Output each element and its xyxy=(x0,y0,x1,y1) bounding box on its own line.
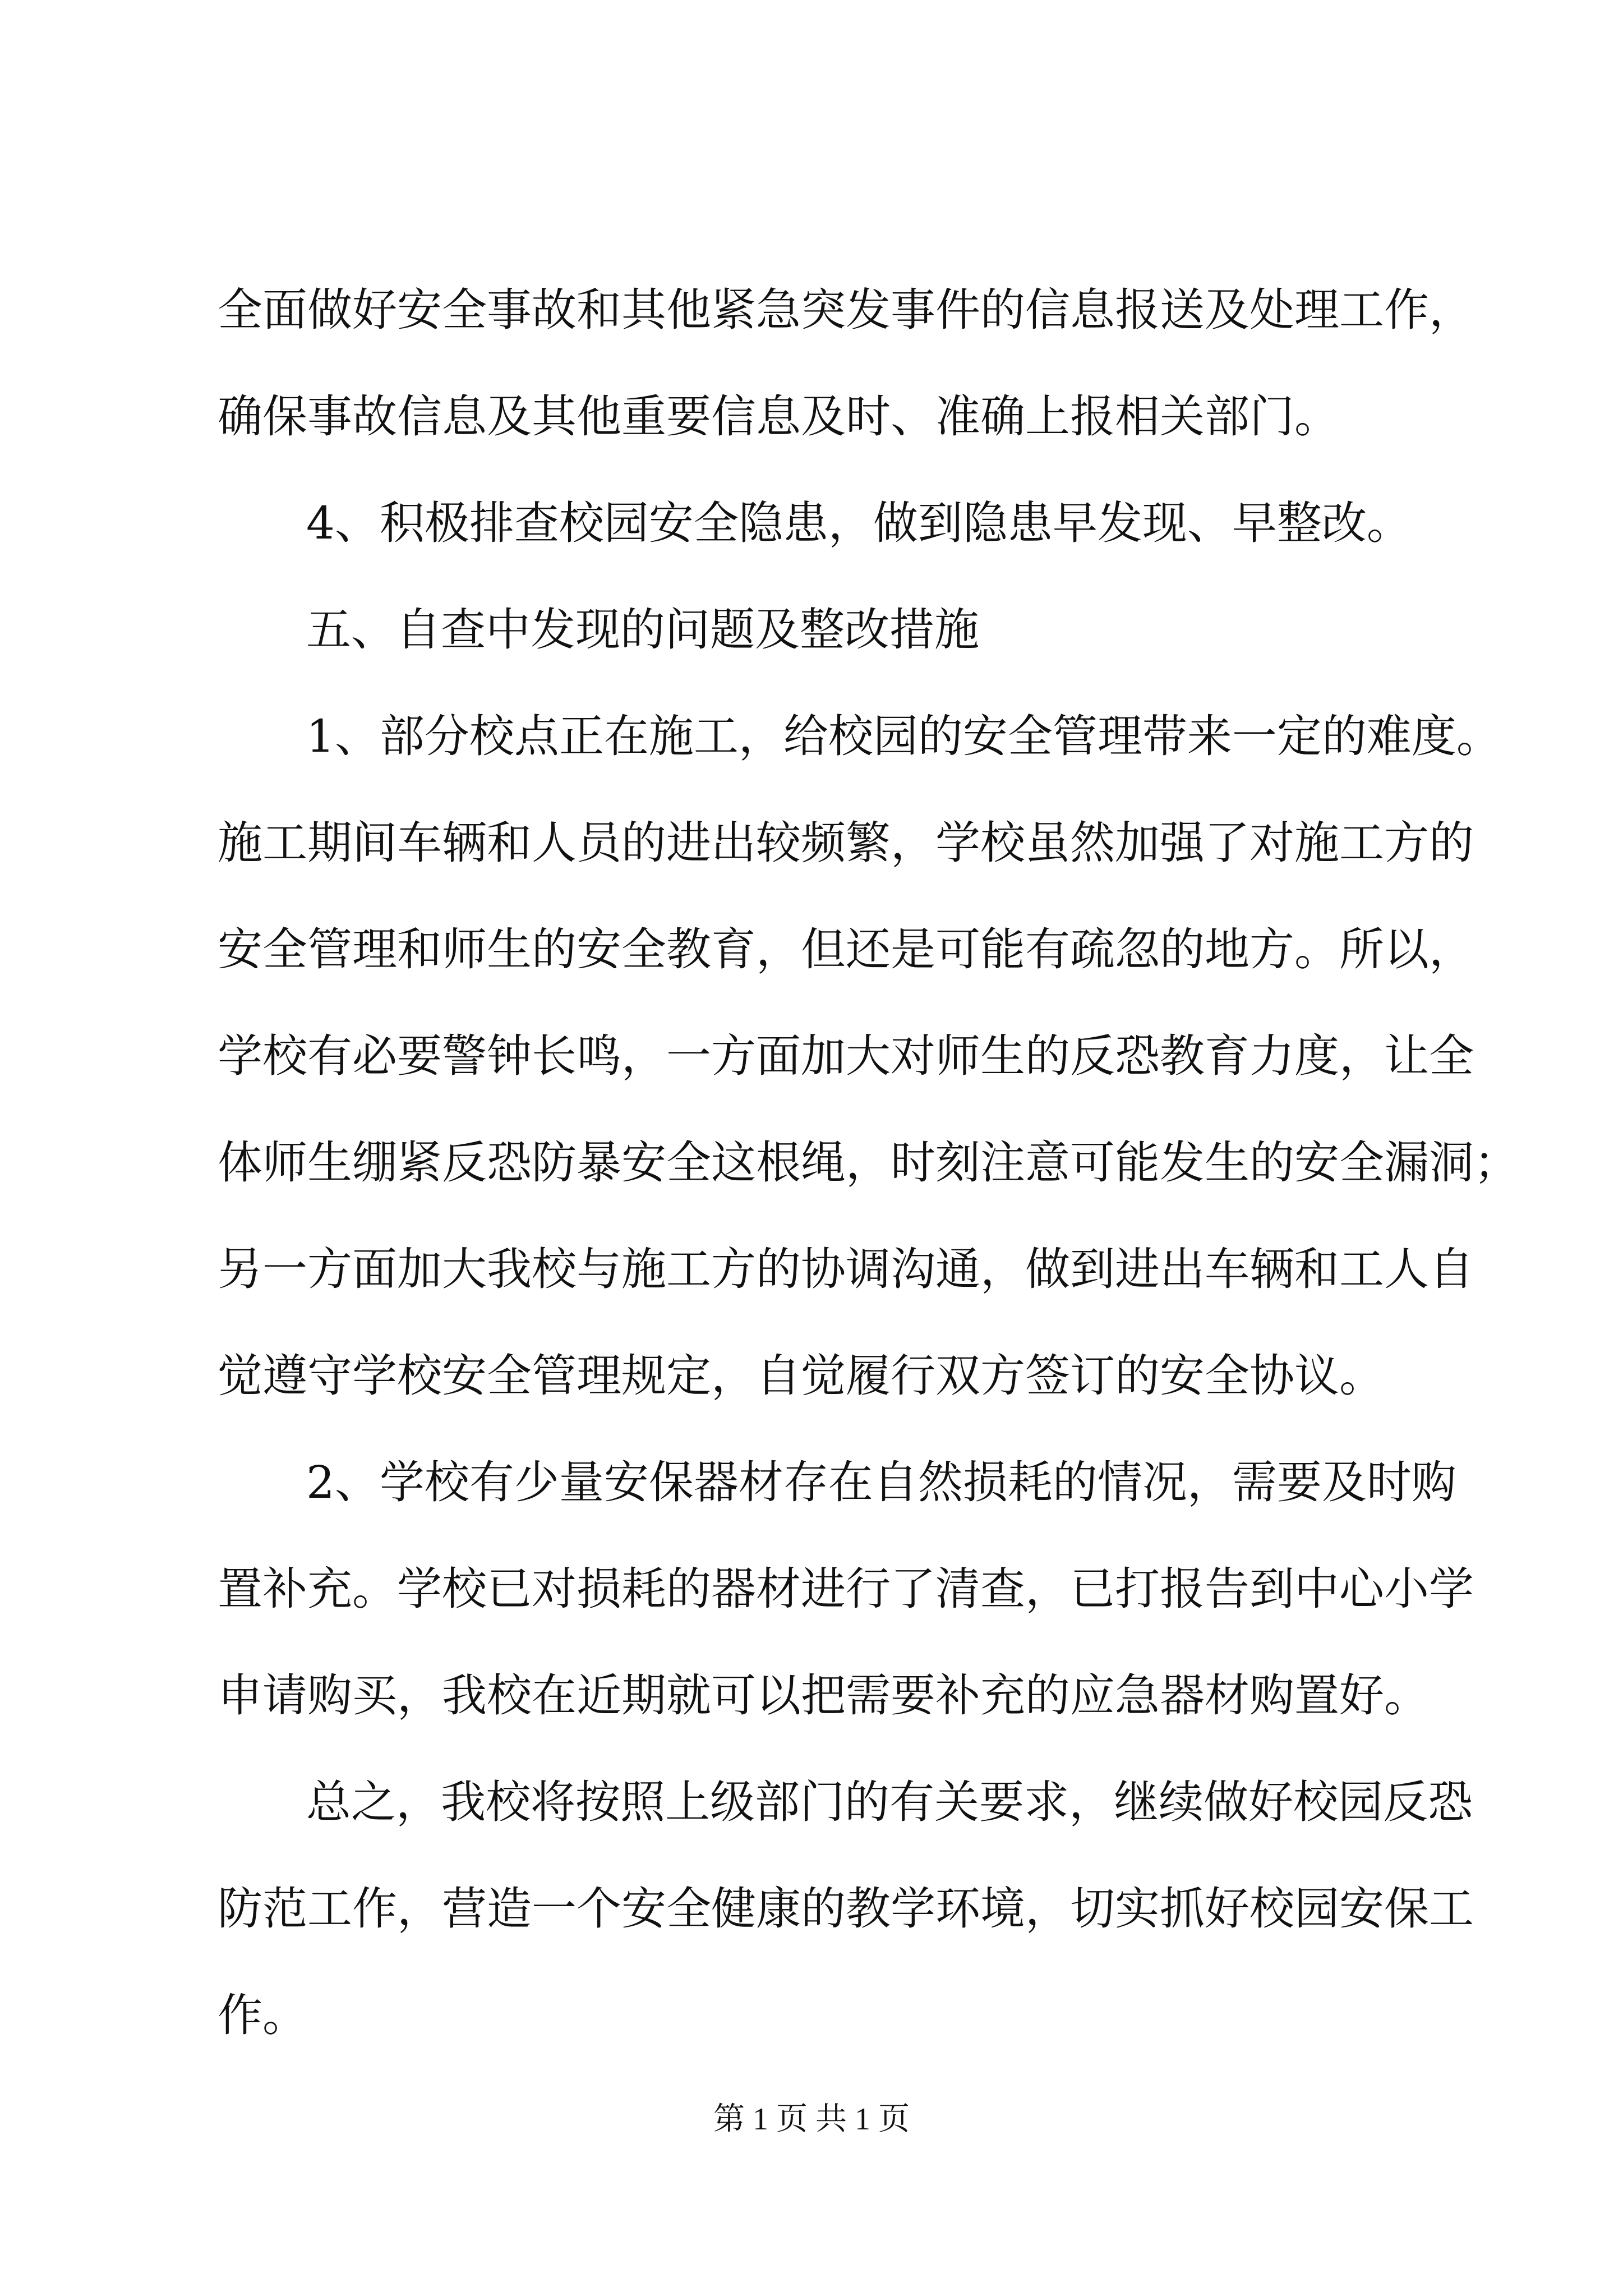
text-line: 防范工作，营造一个安全健康的教学环境，切实抓好校园安保工 xyxy=(218,1883,1474,1935)
text-line: 置补充。学校已对损耗的器材进行了清查，已打报告到中心小学 xyxy=(218,1563,1474,1615)
section-heading: 五、自查中发现的问题及整改措施 xyxy=(306,604,979,656)
text-line: 作。 xyxy=(218,1989,307,2041)
text-line: 总之，我校将按照上级部门的有关要求，继续做好校园反恐 xyxy=(306,1776,1473,1828)
text-line: 4、积极排查校园安全隐患，做到隐患早发现、早整改。 xyxy=(306,497,1412,549)
text-line: 确保事故信息及其他重要信息及时、准确上报相关部门。 xyxy=(218,390,1339,443)
text-line: 体师生绷紧反恐防暴安全这根绳，时刻注意可能发生的安全漏洞； xyxy=(218,1137,1519,1189)
text-line: 另一方面加大我校与施工方的协调沟通，做到进出车辆和工人自 xyxy=(218,1243,1474,1295)
text-line: 安全管理和师生的安全教育，但还是可能有疏忽的地方。所以， xyxy=(218,923,1474,976)
text-line: 觉遵守学校安全管理规定，自觉履行双方签订的安全协议。 xyxy=(218,1350,1384,1402)
text-line: 申请购买，我校在近期就可以把需要补充的应急器材购置好。 xyxy=(218,1669,1429,1722)
text-line: 1、部分校点正在施工，给校园的安全管理带来一定的难度。 xyxy=(306,710,1501,762)
text-line: 学校有必要警钟长鸣，一方面加大对师生的反恐教育力度，让全 xyxy=(218,1030,1474,1082)
text-line: 全面做好安全事故和其他紧急突发事件的信息报送及处理工作， xyxy=(218,284,1474,336)
document-body xyxy=(218,257,1519,2069)
text-line: 施工期间车辆和人员的进出较频繁，学校虽然加强了对施工方的 xyxy=(218,817,1474,869)
text-line: 2、学校有少量安保器材存在自然损耗的情况，需要及时购 xyxy=(306,1456,1456,1508)
page-number-footer: 第 1 页 共 1 页 xyxy=(713,2102,910,2137)
